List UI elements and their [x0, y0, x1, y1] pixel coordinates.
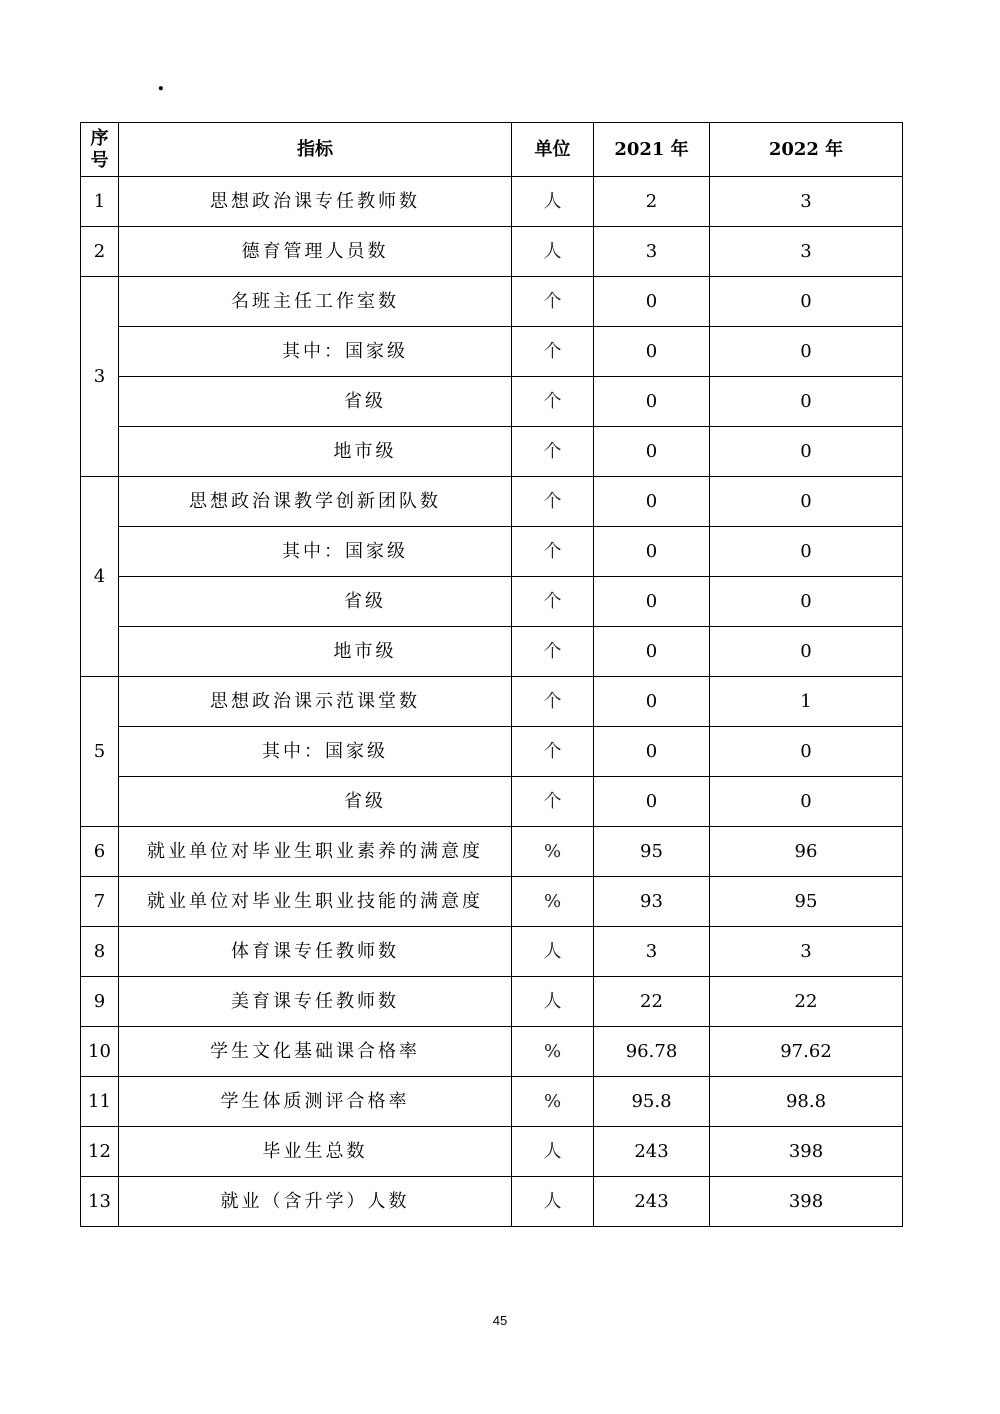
row-indicator: 毕业生总数 — [119, 1127, 512, 1177]
table-row — [81, 677, 903, 727]
table-row — [81, 227, 903, 277]
row-indicator: 名班主任工作室数 — [119, 277, 512, 327]
row-unit: 个 — [512, 527, 594, 577]
row-indicator: 思想政治课教学创新团队数 — [119, 477, 512, 527]
row-unit: 人 — [512, 1177, 594, 1227]
row-value-2022: 398 — [710, 1127, 903, 1177]
row-value-2021: 22 — [594, 977, 710, 1027]
row-seq: 10 — [81, 1027, 119, 1077]
row-indicator: 德育管理人员数 — [119, 227, 512, 277]
row-seq: 11 — [81, 1077, 119, 1127]
row-seq: 13 — [81, 1177, 119, 1227]
row-unit: % — [512, 877, 594, 927]
row-value-2021: 93 — [594, 877, 710, 927]
header-row — [81, 123, 903, 177]
row-unit: 个 — [512, 777, 594, 827]
row-indicator: 地市级 — [119, 427, 512, 477]
row-indicator: 其中：国家级 — [119, 327, 512, 377]
row-seq: 2 — [81, 227, 119, 277]
row-value-2021: 3 — [594, 227, 710, 277]
row-unit: 个 — [512, 627, 594, 677]
row-indicator: 省级 — [119, 777, 512, 827]
row-value-2022: 98.8 — [710, 1077, 903, 1127]
row-value-2022: 3 — [710, 927, 903, 977]
row-seq: 7 — [81, 877, 119, 927]
row-value-2021: 0 — [594, 677, 710, 727]
row-value-2022: 0 — [710, 327, 903, 377]
row-indicator: 学生体质测评合格率 — [119, 1077, 512, 1127]
row-unit: 人 — [512, 177, 594, 227]
table-row — [81, 1127, 903, 1177]
row-value-2022: 0 — [710, 627, 903, 677]
row-value-2021: 0 — [594, 327, 710, 377]
row-unit: 个 — [512, 577, 594, 627]
row-unit: 人 — [512, 227, 594, 277]
row-indicator: 体育课专任教师数 — [119, 927, 512, 977]
header-2021: 2021 年 — [594, 123, 710, 177]
top-mark: . — [157, 70, 165, 96]
header-seq-1: 序 — [90, 127, 109, 149]
row-value-2022: 0 — [710, 777, 903, 827]
table-row — [81, 377, 903, 427]
row-value-2022: 3 — [710, 227, 903, 277]
row-unit: 个 — [512, 327, 594, 377]
table-row — [81, 1027, 903, 1077]
row-unit: 个 — [512, 477, 594, 527]
row-value-2021: 95.8 — [594, 1077, 710, 1127]
row-seq: 9 — [81, 977, 119, 1027]
header-seq — [81, 123, 119, 177]
row-unit: % — [512, 1027, 594, 1077]
row-unit: 个 — [512, 427, 594, 477]
row-value-2022: 0 — [710, 577, 903, 627]
table-row — [81, 477, 903, 527]
indicator-table — [80, 122, 903, 1227]
row-seq: 4 — [81, 477, 119, 677]
table-row — [81, 827, 903, 877]
row-value-2022: 0 — [710, 277, 903, 327]
table-row — [81, 1177, 903, 1227]
row-indicator: 美育课专任教师数 — [119, 977, 512, 1027]
row-value-2022: 96 — [710, 827, 903, 877]
row-value-2022: 398 — [710, 1177, 903, 1227]
header-unit: 单位 — [512, 123, 594, 177]
row-value-2021: 0 — [594, 627, 710, 677]
row-seq: 5 — [81, 677, 119, 827]
row-seq: 3 — [81, 277, 119, 477]
table-row — [81, 777, 903, 827]
page-number: 45 — [492, 1313, 508, 1328]
table-row — [81, 177, 903, 227]
row-value-2021: 0 — [594, 477, 710, 527]
row-indicator: 地市级 — [119, 627, 512, 677]
row-value-2022: 22 — [710, 977, 903, 1027]
row-unit: 个 — [512, 377, 594, 427]
row-seq: 8 — [81, 927, 119, 977]
table-row — [81, 527, 903, 577]
row-indicator: 省级 — [119, 377, 512, 427]
row-value-2021: 0 — [594, 377, 710, 427]
table-row — [81, 877, 903, 927]
row-value-2021: 243 — [594, 1177, 710, 1227]
row-value-2021: 95 — [594, 827, 710, 877]
row-indicator: 省级 — [119, 577, 512, 627]
row-value-2021: 96.78 — [594, 1027, 710, 1077]
row-value-2022: 0 — [710, 427, 903, 477]
row-indicator: 思想政治课示范课堂数 — [119, 677, 512, 727]
row-unit: 人 — [512, 977, 594, 1027]
table-row — [81, 577, 903, 627]
table-row — [81, 327, 903, 377]
table-row — [81, 977, 903, 1027]
row-unit: 人 — [512, 1127, 594, 1177]
row-indicator: 其中：国家级 — [119, 527, 512, 577]
row-value-2021: 243 — [594, 1127, 710, 1177]
row-value-2021: 2 — [594, 177, 710, 227]
row-indicator: 其中：国家级 — [119, 727, 512, 777]
table-row — [81, 427, 903, 477]
row-value-2022: 95 — [710, 877, 903, 927]
table-row — [81, 1077, 903, 1127]
row-seq: 1 — [81, 177, 119, 227]
table-row — [81, 727, 903, 777]
row-unit: 个 — [512, 277, 594, 327]
header-2022: 2022 年 — [710, 123, 903, 177]
row-value-2021: 0 — [594, 427, 710, 477]
row-unit: % — [512, 1077, 594, 1127]
table-row — [81, 927, 903, 977]
row-value-2021: 3 — [594, 927, 710, 977]
row-value-2022: 0 — [710, 377, 903, 427]
row-value-2021: 0 — [594, 277, 710, 327]
row-value-2022: 0 — [710, 527, 903, 577]
row-value-2022: 0 — [710, 727, 903, 777]
row-unit: % — [512, 827, 594, 877]
row-indicator: 就业单位对毕业生职业技能的满意度 — [119, 877, 512, 927]
row-indicator: 就业（含升学）人数 — [119, 1177, 512, 1227]
row-unit: 个 — [512, 727, 594, 777]
row-indicator: 思想政治课专任教师数 — [119, 177, 512, 227]
row-value-2021: 0 — [594, 727, 710, 777]
row-indicator: 学生文化基础课合格率 — [119, 1027, 512, 1077]
row-value-2022: 0 — [710, 477, 903, 527]
row-indicator: 就业单位对毕业生职业素养的满意度 — [119, 827, 512, 877]
row-value-2021: 0 — [594, 777, 710, 827]
row-value-2022: 97.62 — [710, 1027, 903, 1077]
row-value-2022: 3 — [710, 177, 903, 227]
table-row — [81, 277, 903, 327]
row-value-2022: 1 — [710, 677, 903, 727]
row-unit: 个 — [512, 677, 594, 727]
row-unit: 人 — [512, 927, 594, 977]
row-value-2021: 0 — [594, 527, 710, 577]
header-indicator: 指标 — [119, 123, 512, 177]
header-seq-2: 号 — [90, 149, 109, 171]
row-value-2021: 0 — [594, 577, 710, 627]
table-row — [81, 627, 903, 677]
row-seq: 6 — [81, 827, 119, 877]
row-seq: 12 — [81, 1127, 119, 1177]
